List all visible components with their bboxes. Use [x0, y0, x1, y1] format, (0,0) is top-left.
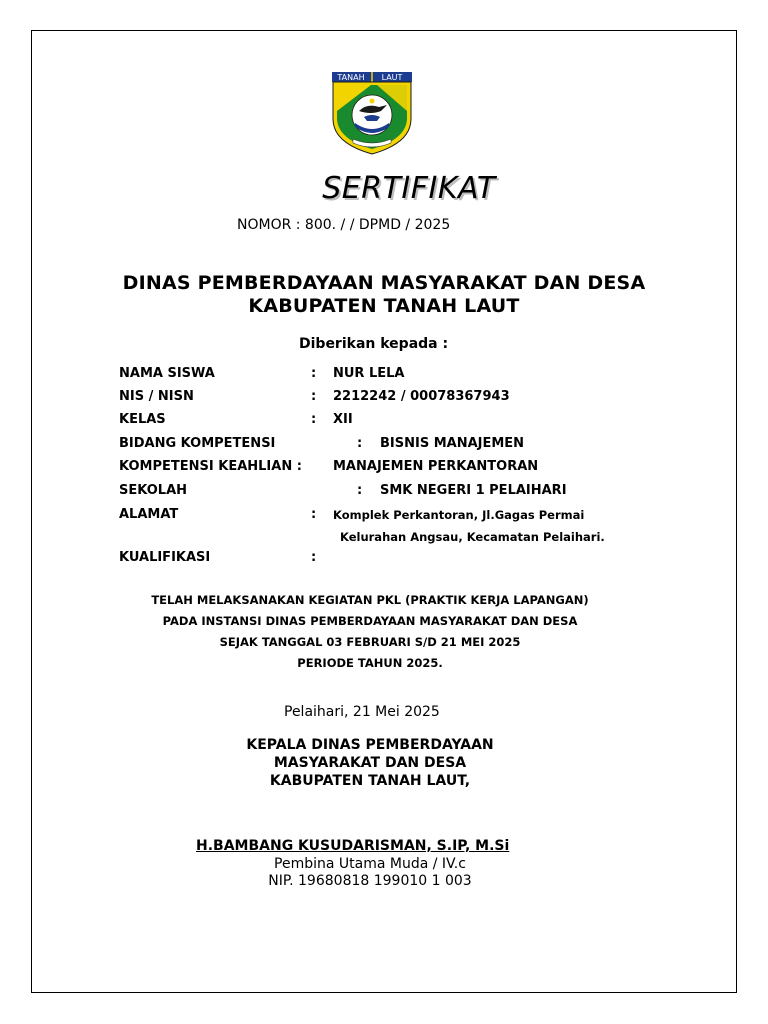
- signatory-title-line2: MASYARAKAT DAN DESA: [273, 755, 467, 771]
- nis-label: NIS / NISN: [119, 389, 194, 404]
- tanah-laut-emblem: [331, 71, 413, 155]
- nis-value: 2212242 / 00078367943: [333, 389, 510, 404]
- kelas-label: KELAS: [119, 412, 166, 427]
- nama-value: NUR LELA: [333, 366, 405, 381]
- place-date: Pelaihari, 21 Mei 2025: [284, 704, 440, 720]
- alamat-label: ALAMAT: [119, 507, 179, 522]
- nama-label: NAMA SISWA: [119, 366, 215, 381]
- signatory-name: H.BAMBANG KUSUDARISMAN, S.IP, M.Si: [196, 838, 510, 854]
- kualifikasi-colon: :: [311, 550, 317, 565]
- signatory-title-line1: KEPALA DINAS PEMBERDAYAAN: [246, 737, 494, 753]
- certificate-title: SERTIFIKAT: [322, 171, 496, 206]
- kompetensi-value: MANAJEMEN PERKANTORAN: [333, 459, 539, 474]
- agency-name-line2: KABUPATEN TANAH LAUT: [248, 295, 520, 317]
- emblem-left-text: TANAH: [337, 73, 365, 82]
- alamat-value-line2: Kelurahan Angsau, Kecamatan Pelaihari.: [340, 530, 605, 544]
- sekolah-colon: :: [357, 483, 363, 498]
- kualifikasi-label: KUALIFIKASI: [119, 550, 211, 565]
- nama-colon: :: [311, 366, 317, 381]
- alamat-value-line1: Komplek Perkantoran, Jl.Gagas Permai: [333, 508, 585, 522]
- signatory-title-line3: KABUPATEN TANAH LAUT,: [269, 773, 471, 789]
- bidang-label: BIDANG KOMPETENSI: [119, 436, 276, 451]
- agency-name-line1: DINAS PEMBERDAYAAN MASYARAKAT DAN DESA: [122, 272, 646, 294]
- kelas-value: XII: [333, 412, 353, 427]
- given-to-label: Diberikan kepada :: [299, 336, 449, 352]
- bidang-value: BISNIS MANAJEMEN: [380, 436, 525, 451]
- kompetensi-label: KOMPETENSI KEAHLIAN :: [119, 459, 302, 474]
- sekolah-label: SEKOLAH: [119, 483, 188, 498]
- emblem-right-text: LAUT: [381, 73, 403, 82]
- kelas-colon: :: [311, 412, 317, 427]
- statement-line1: TELAH MELAKSANAKAN KEGIATAN PKL (PRAKTIK KERJA LAPANGAN): [151, 593, 589, 607]
- signatory-rank: Pembina Utama Muda / IV.c: [274, 856, 466, 872]
- certificate-number: NOMOR : 800. / / DPMD / 2025: [237, 217, 451, 233]
- signatory-nip: NIP. 19680818 199010 1 003: [268, 873, 472, 889]
- sekolah-value: SMK NEGERI 1 PELAIHARI: [380, 483, 567, 498]
- statement-line3: SEJAK TANGGAL 03 FEBRUARI S/D 21 MEI 2025: [219, 635, 521, 649]
- statement-line2: PADA INSTANSI DINAS PEMBERDAYAAN MASYARAKAT DAN DESA: [162, 614, 578, 628]
- bidang-colon: :: [357, 436, 363, 451]
- nis-colon: :: [311, 389, 317, 404]
- statement-line4: PERIODE TAHUN 2025.: [297, 656, 443, 670]
- alamat-colon: :: [311, 507, 317, 522]
